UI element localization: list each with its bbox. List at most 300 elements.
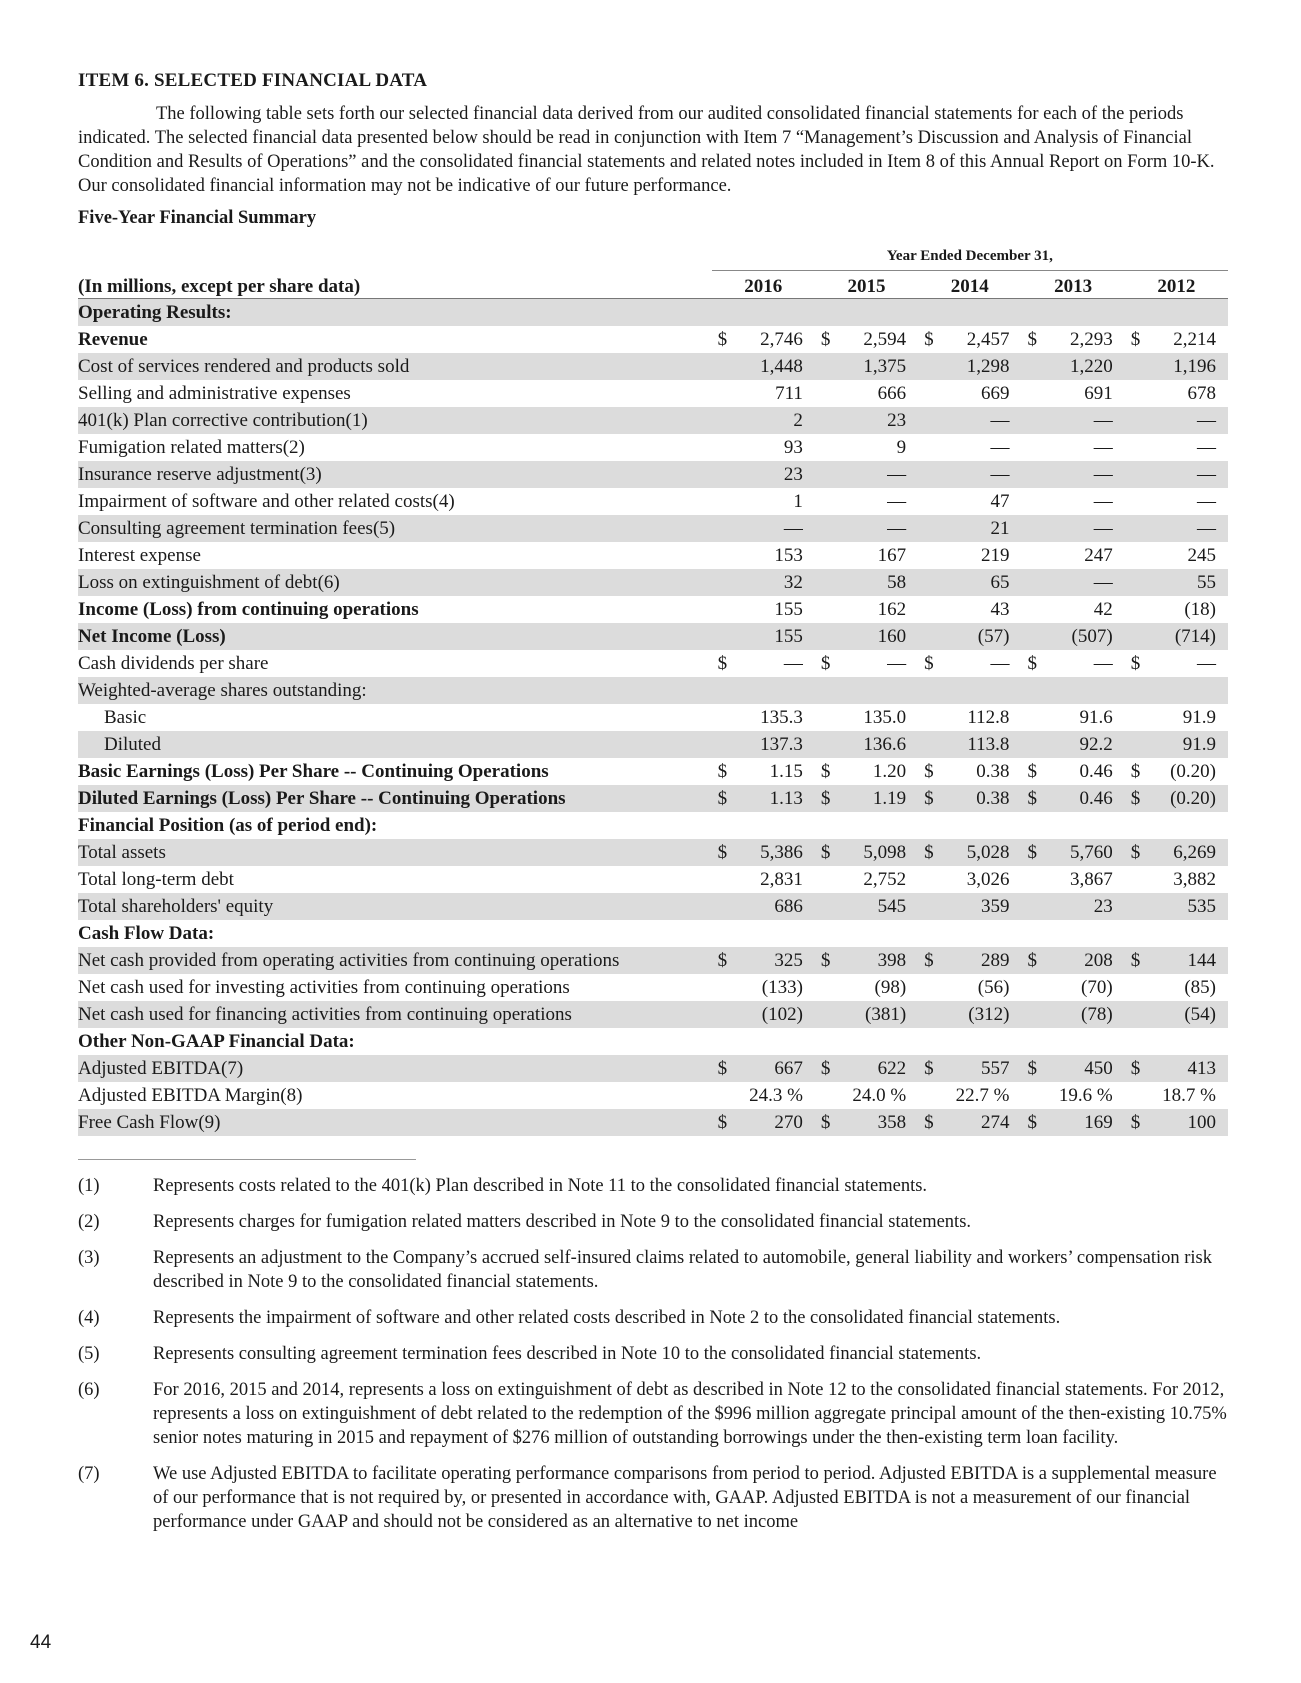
footnote-text: Represents costs related to the 401(k) Plan described in Note 11 to the consolidated financial statements. (153, 1176, 928, 1196)
cell-value: 113.8 (967, 733, 1010, 755)
cell-value: — (1093, 490, 1113, 512)
value-cell (1125, 920, 1228, 947)
value-cell (712, 731, 815, 758)
value-cell (1125, 974, 1228, 1001)
cell-value: 3,026 (966, 868, 1010, 890)
cell-value: 5,760 (1069, 841, 1113, 863)
dollar-sign: $ (1130, 652, 1141, 674)
cell-value: 535 (1187, 895, 1216, 917)
footnote-key: (5) (78, 1344, 100, 1364)
cell-value: — (1197, 652, 1216, 674)
row-label: Loss on extinguishment of debt(6) (78, 569, 712, 596)
cell-value: 208 (1084, 949, 1113, 971)
table-row (78, 623, 1228, 650)
value-cell (815, 974, 918, 1001)
cell-value: — (990, 436, 1010, 458)
cell-value: 6,269 (1173, 841, 1216, 863)
value-cell (1125, 812, 1228, 839)
value-cell (815, 1001, 918, 1028)
value-cell (918, 704, 1021, 731)
row-label: Selling and administrative expenses (78, 382, 351, 404)
value-cell (1125, 866, 1228, 893)
value-cell (1021, 839, 1124, 866)
cell-value: (54) (1184, 1003, 1216, 1025)
row-label: Total shareholders' equity (78, 893, 712, 920)
value-cell (712, 812, 815, 839)
value-cell (918, 407, 1021, 434)
table-row (78, 1055, 1228, 1082)
value-cell (918, 650, 1021, 677)
value-cell (815, 596, 918, 623)
value-cell (918, 893, 1021, 920)
value-cell (712, 1028, 815, 1055)
value-cell (1125, 1109, 1228, 1136)
cell-value: 2,831 (760, 868, 803, 890)
table-row (78, 704, 1228, 731)
cell-value: — (887, 490, 907, 512)
cell-value: 91.6 (1079, 706, 1113, 728)
cell-value: — (783, 652, 803, 674)
value-cell (1125, 704, 1228, 731)
value-cell (712, 596, 815, 623)
cell-value: 9 (896, 436, 907, 458)
value-cell (815, 353, 918, 380)
row-label: Adjusted EBITDA(7) (78, 1055, 712, 1082)
value-cell (1021, 596, 1124, 623)
value-cell (1021, 704, 1124, 731)
value-cell (918, 380, 1021, 407)
value-cell (712, 650, 815, 677)
value-cell (815, 785, 918, 812)
table-row (78, 1082, 1228, 1109)
footnote-text: Represents an adjustment to the Company’s accrued self-insured claims related to automobile, general liability and workers’ compensation risk described in Note 9 to the consolidated financial statements. (153, 1248, 1212, 1292)
cell-value: 22.7 % (955, 1084, 1010, 1106)
value-cell (712, 407, 815, 434)
row-label: Net cash provided from operating activities from continuing operations (78, 947, 712, 974)
cell-value: — (990, 409, 1010, 431)
cell-value: (78) (1081, 1003, 1113, 1025)
cell-value: 247 (1084, 544, 1113, 566)
cell-value: 3,867 (1069, 868, 1113, 890)
dollar-sign: $ (717, 1111, 728, 1133)
footnote-key: (4) (78, 1308, 100, 1328)
value-cell (1125, 785, 1228, 812)
dollar-sign: $ (820, 652, 831, 674)
dollar-sign: $ (924, 652, 934, 674)
dollar-sign: $ (1027, 1057, 1037, 1079)
financial-summary-table (78, 243, 1228, 1136)
value-cell (918, 1055, 1021, 1082)
value-cell (918, 1028, 1021, 1055)
value-cell (815, 650, 918, 677)
value-cell (1125, 488, 1228, 515)
value-cell (1125, 758, 1228, 785)
dollar-sign: $ (924, 1111, 934, 1133)
year-header: 2012 (1125, 271, 1228, 299)
year-header: 2013 (1021, 271, 1124, 299)
cell-value: 5,028 (966, 841, 1010, 863)
cell-value: 2 (793, 409, 803, 431)
value-cell (1021, 515, 1124, 542)
cell-value: (102) (761, 1003, 803, 1025)
value-cell (712, 1082, 815, 1109)
value-cell (712, 380, 815, 407)
section-header-row (78, 1028, 1228, 1055)
value-cell (815, 299, 918, 327)
row-label: Financial Position (as of period end): (78, 814, 378, 836)
intro-paragraph: The following table sets forth our selected financial data derived from our audited consolidated financial statements for each of the periods indicated. The selected financial data presented below should be read in conjunction with Item 7 “Management’s Discussion and Analysis of Financial Condition and Results of Operations” and the consolidated financial statements and related notes included in Item 8 of this Annual Report on Form 10-K. Our consolidated financial information may not be indicative of our future performance. (78, 104, 1215, 196)
year-header: 2014 (918, 271, 1021, 299)
cell-value: — (1197, 463, 1216, 485)
value-cell (815, 569, 918, 596)
value-cell (712, 704, 815, 731)
footnote-key: (7) (78, 1464, 100, 1484)
value-cell (918, 299, 1021, 327)
dollar-sign: $ (717, 328, 728, 350)
cell-value: 23 (1093, 895, 1113, 917)
footnote-item (78, 1174, 1228, 1198)
cell-value: 135.3 (760, 706, 803, 728)
table-row (78, 461, 1228, 488)
row-label: Total assets (78, 839, 712, 866)
table-row (78, 731, 1228, 758)
value-cell (918, 677, 1021, 704)
row-label: Consulting agreement termination fees(5) (78, 515, 712, 542)
year-ended-label: Year Ended December 31, (712, 243, 1228, 271)
value-cell (815, 731, 918, 758)
row-label: Cash dividends per share (78, 652, 269, 674)
value-cell (815, 1055, 918, 1082)
value-cell (815, 758, 918, 785)
value-cell (712, 1055, 815, 1082)
row-label: Cash Flow Data: (78, 922, 215, 944)
cell-value: 167 (877, 544, 907, 566)
value-cell (1021, 893, 1124, 920)
cell-value: 58 (887, 571, 907, 593)
value-cell (1021, 434, 1124, 461)
footnote-item (78, 1462, 1228, 1534)
dollar-sign: $ (924, 841, 934, 863)
row-label: Fumigation related matters(2) (78, 436, 305, 458)
value-cell (1021, 1028, 1124, 1055)
value-cell (918, 974, 1021, 1001)
value-cell (918, 785, 1021, 812)
cell-value: 0.46 (1079, 760, 1113, 782)
cell-value: 2,457 (966, 328, 1010, 350)
cell-value: 691 (1084, 382, 1113, 404)
cell-value: 24.0 % (852, 1084, 907, 1106)
row-label: Total long-term debt (78, 868, 234, 890)
cell-value: (56) (977, 976, 1010, 998)
value-cell (918, 758, 1021, 785)
row-label: Diluted (78, 731, 712, 758)
value-cell (1125, 731, 1228, 758)
cell-value: 153 (774, 544, 803, 566)
table-title: Five-Year Financial Summary (78, 208, 317, 228)
value-cell (1125, 623, 1228, 650)
cell-value: 92.2 (1079, 733, 1113, 755)
cell-value: (85) (1184, 976, 1216, 998)
row-label: Free Cash Flow(9) (78, 1109, 712, 1136)
cell-value: (381) (865, 1003, 907, 1025)
cell-value: 450 (1084, 1057, 1113, 1079)
cell-value: 289 (980, 949, 1010, 971)
value-cell (1021, 1109, 1124, 1136)
footnotes (78, 1174, 1228, 1534)
cell-value: — (1197, 490, 1216, 512)
value-cell (712, 1001, 815, 1028)
cell-value: (312) (968, 1003, 1010, 1025)
value-cell (1021, 380, 1124, 407)
row-label: Operating Results: (78, 299, 712, 327)
value-cell (918, 839, 1021, 866)
cell-value: 136.6 (863, 733, 907, 755)
table-row (78, 596, 1228, 623)
footnote-divider (78, 1159, 416, 1160)
value-cell (1125, 407, 1228, 434)
value-cell (712, 326, 815, 353)
value-cell (815, 1028, 918, 1055)
value-cell (815, 488, 918, 515)
value-cell (1125, 326, 1228, 353)
column-header-row (78, 271, 1228, 299)
cell-value: (507) (1071, 625, 1113, 647)
value-cell (1125, 299, 1228, 327)
footnote-text: Represents charges for fumigation related matters described in Note 9 to the consolidated financial statements. (153, 1212, 972, 1232)
cell-value: 666 (877, 382, 907, 404)
footnote-text: For 2016, 2015 and 2014, represents a loss on extinguishment of debt as described in Note 12 to the consolidated financial statements. For 2012, represents a loss on extinguishment of debt related to the redemption of the $996 million aggregate principal amount of the then-existing 10.75% senior notes maturing in 2015 and repayment of $276 million of outstanding borrowings under the then-existing term loan facility. (153, 1380, 1227, 1448)
cell-value: 91.9 (1182, 733, 1216, 755)
dollar-sign: $ (1027, 841, 1037, 863)
dollar-sign: $ (1130, 328, 1141, 350)
value-cell (712, 434, 815, 461)
value-cell (1021, 1055, 1124, 1082)
value-cell (815, 1082, 918, 1109)
cell-value: 1.13 (769, 787, 803, 809)
dollar-sign: $ (717, 760, 728, 782)
value-cell (815, 812, 918, 839)
cell-value: 413 (1187, 1057, 1216, 1079)
cell-value: 32 (783, 571, 803, 593)
dollar-sign: $ (1130, 1111, 1141, 1133)
value-cell (1125, 1055, 1228, 1082)
table-row (78, 866, 1228, 893)
value-cell (918, 812, 1021, 839)
row-label: Adjusted EBITDA Margin(8) (78, 1084, 303, 1106)
row-label: Insurance reserve adjustment(3) (78, 461, 712, 488)
dollar-sign: $ (1027, 652, 1037, 674)
year-header: 2016 (712, 271, 815, 299)
value-cell (918, 920, 1021, 947)
cell-value: 2,594 (863, 328, 907, 350)
value-cell (1125, 1082, 1228, 1109)
value-cell (918, 731, 1021, 758)
cell-value: — (1093, 409, 1113, 431)
cell-value: 1,298 (966, 355, 1010, 377)
table-row (78, 839, 1228, 866)
value-cell (1021, 488, 1124, 515)
value-cell (918, 947, 1021, 974)
cell-value: 557 (980, 1057, 1010, 1079)
cell-value: 155 (774, 625, 803, 647)
row-label: Net cash used for financing activities from continuing operations (78, 1001, 712, 1028)
value-cell (1125, 677, 1228, 704)
cell-value: (98) (874, 976, 907, 998)
value-cell (918, 542, 1021, 569)
row-label: Net cash used for investing activities from continuing operations (78, 976, 570, 998)
section-header-row (78, 920, 1228, 947)
cell-value: 23 (783, 463, 803, 485)
footnote-item (78, 1246, 1228, 1294)
value-cell (1021, 569, 1124, 596)
cell-value: 1 (793, 490, 803, 512)
table-row (78, 407, 1228, 434)
cell-value: 43 (990, 598, 1010, 620)
value-cell (1125, 434, 1228, 461)
value-cell (1021, 947, 1124, 974)
value-cell (712, 920, 815, 947)
dollar-sign: $ (1027, 787, 1037, 809)
cell-value: (714) (1174, 625, 1216, 647)
value-cell (1021, 299, 1124, 327)
page-number: 44 (30, 1632, 52, 1653)
dollar-sign: $ (924, 787, 934, 809)
dollar-sign: $ (924, 949, 934, 971)
value-cell (1021, 353, 1124, 380)
value-cell (1021, 677, 1124, 704)
value-cell (712, 839, 815, 866)
table-row (78, 650, 1228, 677)
cell-value: 112.8 (967, 706, 1010, 728)
table-row (78, 785, 1228, 812)
value-cell (815, 542, 918, 569)
cell-value: 3,882 (1173, 868, 1216, 890)
value-cell (918, 353, 1021, 380)
footnote-key: (1) (78, 1176, 100, 1196)
cell-value: 270 (774, 1111, 803, 1133)
value-cell (918, 461, 1021, 488)
value-cell (1021, 812, 1124, 839)
dollar-sign: $ (820, 1057, 831, 1079)
value-cell (712, 461, 815, 488)
cell-value: 0.38 (976, 760, 1010, 782)
units-label: (In millions, except per share data) (78, 271, 712, 299)
document-page (78, 70, 1228, 1546)
value-cell (712, 542, 815, 569)
value-cell (712, 488, 815, 515)
value-cell (1125, 839, 1228, 866)
table-row (78, 380, 1228, 407)
cell-value: — (990, 463, 1010, 485)
dollar-sign: $ (1027, 760, 1037, 782)
value-cell (1021, 785, 1124, 812)
table-row (78, 569, 1228, 596)
value-cell (815, 407, 918, 434)
row-label: Other Non-GAAP Financial Data: (78, 1030, 355, 1052)
value-cell (918, 623, 1021, 650)
dollar-sign: $ (1130, 760, 1141, 782)
section-header-row (78, 812, 1228, 839)
cell-value: 545 (877, 895, 907, 917)
footnote-text: Represents the impairment of software and other related costs described in Note 2 to the consolidated financial statements. (153, 1308, 1061, 1328)
cell-value: 160 (877, 625, 907, 647)
cell-value: 1.20 (872, 760, 907, 782)
value-cell (712, 677, 815, 704)
cell-value: 91.9 (1182, 706, 1216, 728)
cell-value: — (1093, 652, 1113, 674)
footnote-item (78, 1342, 1228, 1366)
dollar-sign: $ (820, 328, 831, 350)
cell-value: — (1093, 517, 1113, 539)
value-cell (918, 515, 1021, 542)
dollar-sign: $ (1130, 841, 1141, 863)
value-cell (1125, 353, 1228, 380)
cell-value: (0.20) (1170, 787, 1216, 809)
row-label: Net Income (Loss) (78, 623, 712, 650)
cell-value: 667 (774, 1057, 803, 1079)
dollar-sign: $ (1130, 949, 1141, 971)
value-cell (712, 569, 815, 596)
value-cell (918, 326, 1021, 353)
value-cell (1021, 866, 1124, 893)
table-row (78, 893, 1228, 920)
cell-value: 678 (1187, 382, 1216, 404)
row-label: Interest expense (78, 544, 201, 566)
row-label: 401(k) Plan corrective contribution(1) (78, 407, 712, 434)
table-row (78, 353, 1228, 380)
cell-value: — (1093, 436, 1113, 458)
cell-value: — (990, 652, 1010, 674)
cell-value: 23 (887, 409, 907, 431)
cell-value: — (1197, 517, 1216, 539)
year-header: 2015 (815, 271, 918, 299)
footnote-key: (2) (78, 1212, 100, 1232)
dollar-sign: $ (820, 949, 831, 971)
cell-value: 100 (1187, 1111, 1216, 1133)
dollar-sign: $ (1027, 328, 1037, 350)
section-header-row (78, 677, 1228, 704)
dollar-sign: $ (924, 760, 934, 782)
value-cell (918, 434, 1021, 461)
cell-value: 55 (1197, 571, 1216, 593)
value-cell (1125, 515, 1228, 542)
value-cell (712, 866, 815, 893)
footnote-text: We use Adjusted EBITDA to facilitate operating performance comparisons from period to period. Adjusted EBITDA is a supplemental measure of our performance that is not required by, or presented in accordance with, GAAP. Adjusted EBITDA is not a measurement of our financial performance under GAAP and should not be considered as an alternative to net income (153, 1464, 1217, 1532)
row-label: Weighted-average shares outstanding: (78, 677, 712, 704)
table-row (78, 1001, 1228, 1028)
cell-value: 144 (1187, 949, 1216, 971)
value-cell (918, 569, 1021, 596)
cell-value: 2,752 (863, 868, 907, 890)
cell-value: 65 (990, 571, 1010, 593)
cell-value: — (887, 517, 907, 539)
value-cell (712, 893, 815, 920)
cell-value: 358 (877, 1111, 907, 1133)
footnote-key: (6) (78, 1380, 100, 1400)
cell-value: 169 (1084, 1111, 1113, 1133)
dollar-sign: $ (1130, 1057, 1141, 1079)
dollar-sign: $ (717, 841, 728, 863)
value-cell (815, 623, 918, 650)
section-heading: ITEM 6. SELECTED FINANCIAL DATA (78, 70, 428, 91)
value-cell (712, 947, 815, 974)
value-cell (1021, 623, 1124, 650)
footnote-text: Represents consulting agreement termination fees described in Note 10 to the consolidated financial statements. (153, 1344, 982, 1364)
value-cell (1021, 650, 1124, 677)
dollar-sign: $ (1027, 1111, 1037, 1133)
cell-value: 245 (1187, 544, 1216, 566)
cell-value: 24.3 % (749, 1084, 803, 1106)
